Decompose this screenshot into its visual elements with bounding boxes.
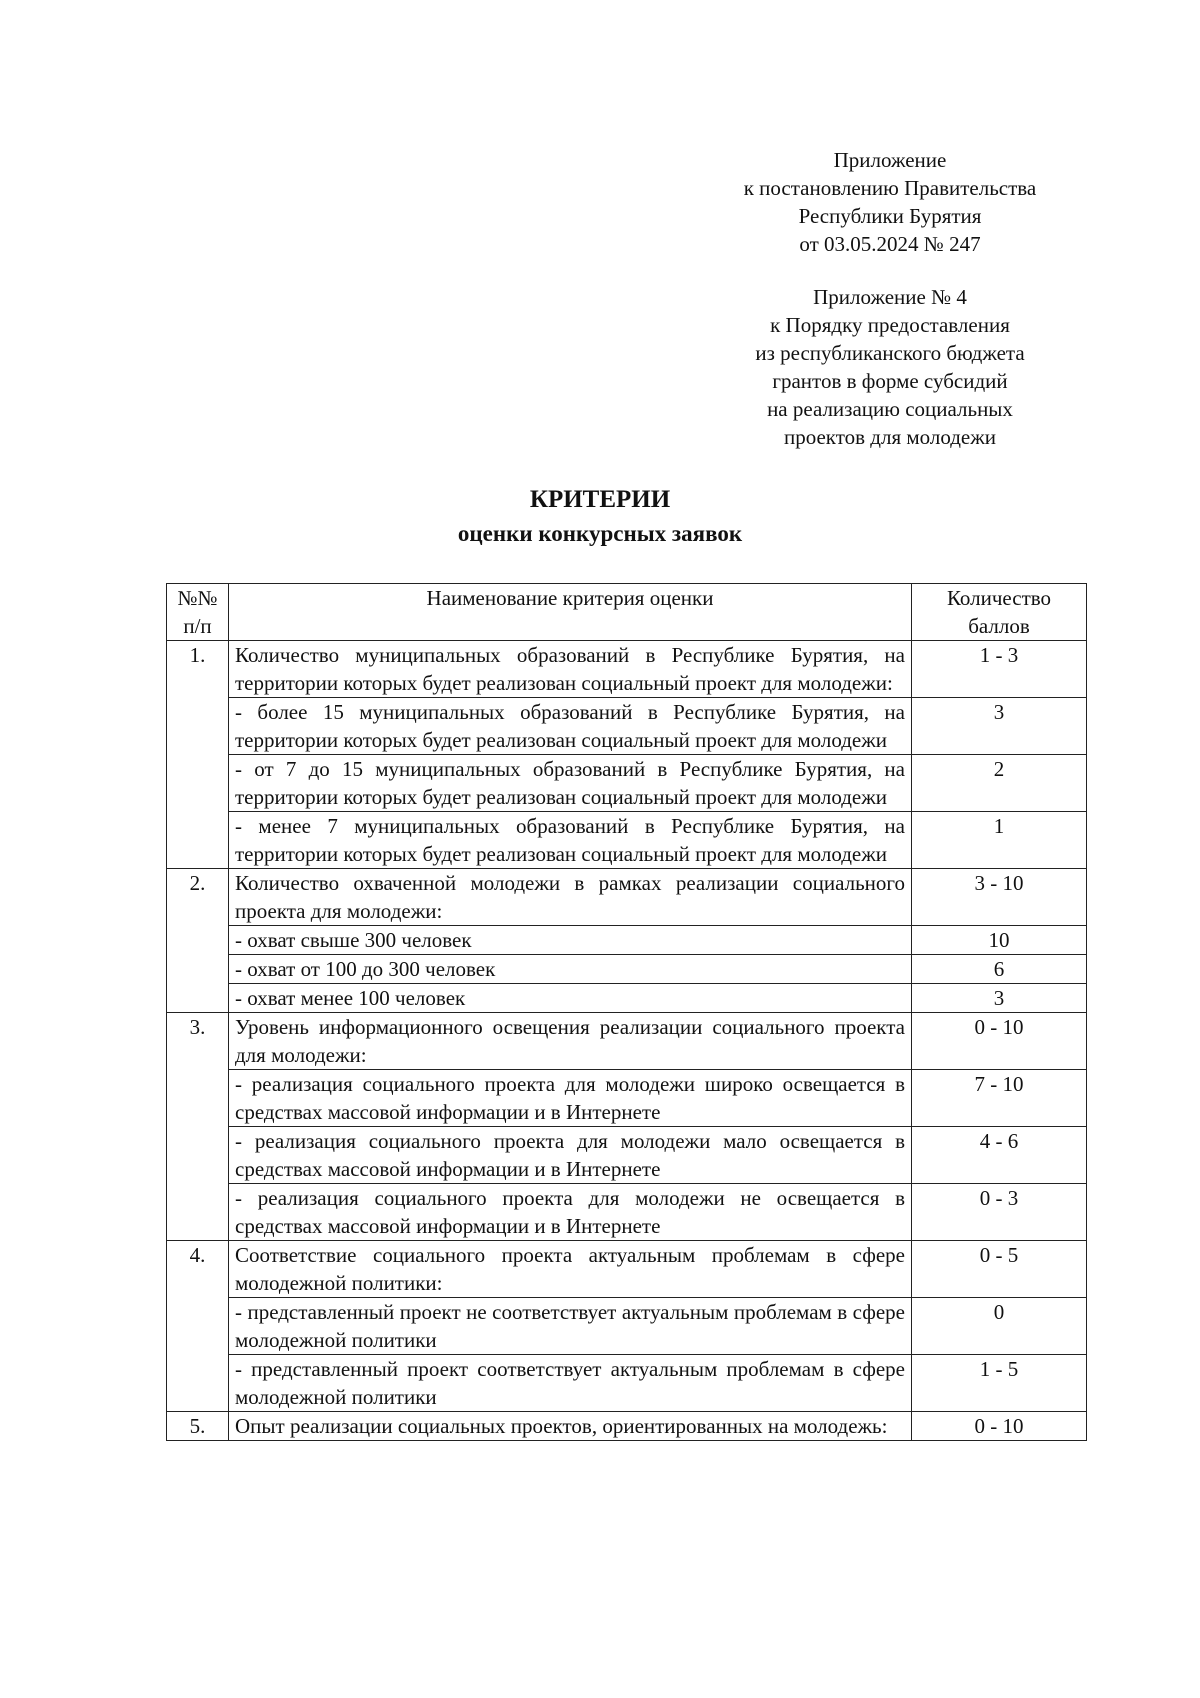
document-subtitle: оценки конкурсных заявок	[457, 521, 743, 546]
option-points: 2	[912, 755, 1087, 812]
appendix-line: Приложение	[833, 148, 947, 172]
criterion-number: 4.	[167, 1241, 229, 1412]
option-points: 3	[912, 698, 1087, 755]
option-row	[167, 698, 1087, 755]
criterion-points: 0 - 10	[912, 1412, 1087, 1441]
option-points: 0 - 3	[912, 1184, 1087, 1241]
option-text: - охват свыше 300 человек	[229, 926, 912, 955]
option-text: - представленный проект не соответствует актуальным проблемам в сфере молодежной политики	[229, 1298, 912, 1355]
criterion-number: 3.	[167, 1013, 229, 1241]
option-row	[167, 984, 1087, 1013]
criterion-number: 2.	[167, 869, 229, 1013]
header-num: №№ п/п	[167, 584, 229, 641]
appendix-header-resolution	[700, 146, 1080, 258]
appendix-line: Приложение № 4	[813, 285, 967, 309]
option-row	[167, 1070, 1087, 1127]
appendix-line: от 03.05.2024 № 247	[799, 232, 981, 256]
appendix-line: из республиканского бюджета	[755, 341, 1025, 365]
option-points: 1	[912, 812, 1087, 869]
option-row	[167, 1355, 1087, 1412]
option-text: - охват менее 100 человек	[229, 984, 912, 1013]
appendix-line: на реализацию социальных	[767, 397, 1013, 421]
criterion-row	[167, 1241, 1087, 1298]
criterion-points: 0 - 5	[912, 1241, 1087, 1298]
criterion-points: 0 - 10	[912, 1013, 1087, 1070]
criterion-row	[167, 641, 1087, 698]
option-row	[167, 1127, 1087, 1184]
header-points: Количество баллов	[912, 584, 1087, 641]
option-text: - менее 7 муниципальных образований в Республике Бурятия, на территории которых будет реализован социальный проект для молодежи	[229, 812, 912, 869]
option-row	[167, 755, 1087, 812]
appendix-header-procedure	[700, 283, 1080, 451]
option-text: - от 7 до 15 муниципальных образований в Республике Бурятия, на территории которых будет реализован социальный проект для молодежи	[229, 755, 912, 812]
appendix-line: к постановлению Правительства	[743, 176, 1037, 200]
option-row	[167, 1184, 1087, 1241]
criterion-row	[167, 1412, 1087, 1441]
criterion-points: 1 - 3	[912, 641, 1087, 698]
criterion-name: Уровень информационного освещения реализации социального проекта для молодежи:	[229, 1013, 912, 1070]
appendix-line: Республики Бурятия	[798, 204, 982, 228]
appendix-line: проектов для молодежи	[783, 425, 997, 449]
option-text: - реализация социального проекта для молодежи мало освещается в средствах массовой информации и в Интернете	[229, 1127, 912, 1184]
criterion-row	[167, 1013, 1087, 1070]
criterion-name: Количество муниципальных образований в Республике Бурятия, на территории которых будет реализован социальный проект для молодежи:	[229, 641, 912, 698]
option-points: 3	[912, 984, 1087, 1013]
option-row	[167, 1298, 1087, 1355]
option-text: - охват от 100 до 300 человек	[229, 955, 912, 984]
option-points: 10	[912, 926, 1087, 955]
option-text: - реализация социального проекта для молодежи не освещается в средствах массовой информации и в Интернете	[229, 1184, 912, 1241]
option-row	[167, 955, 1087, 984]
appendix-line: к Порядку предоставления	[770, 313, 1010, 337]
option-points: 0	[912, 1298, 1087, 1355]
option-text: - представленный проект соответствует актуальным проблемам в сфере молодежной политики	[229, 1355, 912, 1412]
document-title: КРИТЕРИИ	[529, 486, 671, 513]
table-header-row	[167, 584, 1087, 641]
criterion-number: 1.	[167, 641, 229, 869]
appendix-line: грантов в форме субсидий	[772, 369, 1008, 393]
criterion-name: Количество охваченной молодежи в рамках реализации социального проекта для молодежи:	[229, 869, 912, 926]
option-points: 7 - 10	[912, 1070, 1087, 1127]
option-text: - реализация социального проекта для молодежи широко освещается в средствах массовой информации и в Интернете	[229, 1070, 912, 1127]
option-points: 6	[912, 955, 1087, 984]
option-row	[167, 926, 1087, 955]
option-points: 4 - 6	[912, 1127, 1087, 1184]
option-row	[167, 812, 1087, 869]
criterion-points: 3 - 10	[912, 869, 1087, 926]
option-text: - более 15 муниципальных образований в Республике Бурятия, на территории которых будет реализован социальный проект для молодежи	[229, 698, 912, 755]
header-name: Наименование критерия оценки	[229, 584, 912, 641]
option-points: 1 - 5	[912, 1355, 1087, 1412]
criterion-number: 5.	[167, 1412, 229, 1441]
criterion-row	[167, 869, 1087, 926]
criterion-name: Соответствие социального проекта актуальным проблемам в сфере молодежной политики:	[229, 1241, 912, 1298]
criterion-name: Опыт реализации социальных проектов, ориентированных на молодежь:	[229, 1412, 912, 1441]
criteria-table	[166, 583, 1087, 1441]
